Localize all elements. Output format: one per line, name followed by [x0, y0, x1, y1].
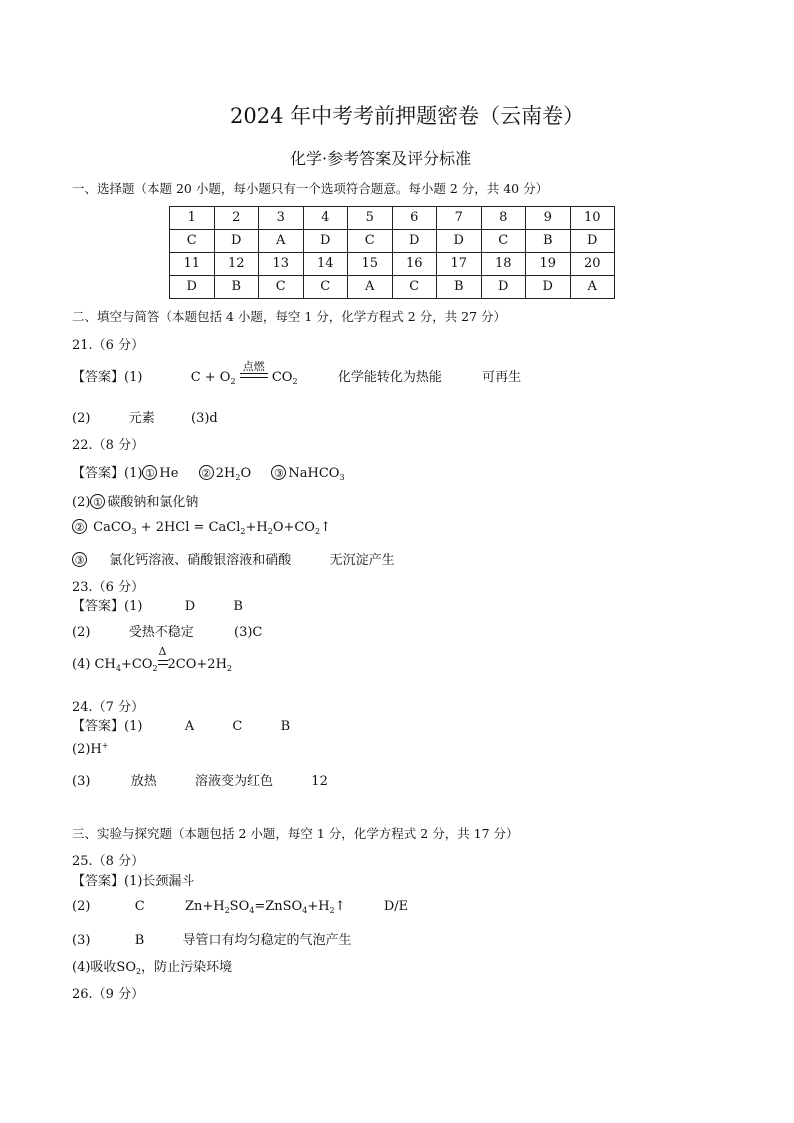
page-title: 2024 年中考考前押题密卷（云南卷）: [230, 104, 585, 128]
table-cell: D: [170, 276, 215, 299]
table-cell: 2: [214, 207, 259, 230]
q23-answer-1: 【答案】(1) D B: [72, 599, 243, 614]
answer-table: [169, 206, 615, 299]
table-cell: 6: [392, 207, 437, 230]
section-heading-choice: 一、选择题（本题 20 小题，每小题只有一个选项符合题意。每小题 2 分，共 40 分）: [72, 181, 549, 196]
table-cell: 4: [303, 207, 348, 230]
circle-2-icon: ②: [72, 519, 87, 534]
q22-answer-1: 【答案】(1) ① He ② $2H_2O$ ③ NaHCO$_3$: [72, 466, 345, 482]
table-cell: A: [259, 230, 304, 253]
table-cell: A: [348, 276, 393, 299]
table-cell: D: [526, 276, 571, 299]
table-cell: 3: [259, 207, 304, 230]
table-cell: 7: [437, 207, 482, 230]
q24-label: 24.（7 分）: [72, 700, 145, 715]
q25-equation: $Zn+H_2SO_4=ZnSO_4+H_2↑$: [184, 899, 346, 915]
circle-1-icon: ①: [142, 465, 157, 480]
table-cell: D: [481, 276, 526, 299]
q21-answer-2: (2) 元素 (3)d: [72, 411, 218, 426]
q22-answer-2: (2) ① 碳酸钠和氯化钠: [72, 495, 199, 510]
table-cell: 16: [392, 253, 437, 276]
q21-equation: $C + O_2$ 点燃 $CO_2$: [190, 360, 298, 386]
q24-answer-1: 【答案】(1) A C B: [72, 719, 291, 734]
table-cell: C: [259, 276, 304, 299]
circle-3-icon: ③: [271, 465, 286, 480]
table-cell: 1: [170, 207, 215, 230]
q25-answer-1: 【答案】(1)长颈漏斗: [72, 874, 195, 889]
table-cell: 19: [526, 253, 571, 276]
table-cell: 12: [214, 253, 259, 276]
table-row: [170, 276, 615, 299]
q23-label: 23.（6 分）: [72, 580, 145, 595]
table-cell: 17: [437, 253, 482, 276]
table-cell: D: [392, 230, 437, 253]
q21-label: 21.（6 分）: [72, 338, 145, 353]
table-cell: B: [526, 230, 571, 253]
q23-answer-2: (2) 受热不稳定 (3)C: [72, 625, 263, 640]
table-cell: 11: [170, 253, 215, 276]
table-cell: C: [481, 230, 526, 253]
q26-label: 26.（9 分）: [72, 987, 145, 1002]
table-cell: 15: [348, 253, 393, 276]
q21-answer-1: [72, 360, 522, 386]
table-cell: 14: [303, 253, 348, 276]
table-cell: D: [570, 230, 615, 253]
table-cell: D: [303, 230, 348, 253]
table-cell: D: [437, 230, 482, 253]
circle-3-icon: ③: [72, 552, 87, 567]
q25-answer-3: (3) B 导管口有均匀稳定的气泡产生: [72, 933, 352, 948]
section-heading-fill: 二、填空与简答（本题包括 4 小题，每空 1 分，化学方程式 2 分，共 27 分）: [72, 309, 507, 324]
q21-answer-energy: 化学能转化为热能: [337, 370, 442, 385]
q22-equation: ② CaCO$_3$ + $2HCl = CaCl_2+H_2O+CO_2↑$: [72, 519, 331, 536]
table-cell: D: [214, 230, 259, 253]
page-subtitle: 化学·参考答案及评分标准: [290, 149, 472, 168]
q22-label: 22.（8 分）: [72, 438, 145, 453]
table-cell: 5: [348, 207, 393, 230]
q21-answer-renewable: 可再生: [482, 370, 522, 385]
q25-label: 25.（8 分）: [72, 854, 145, 869]
table-row: [170, 230, 615, 253]
table-cell: 20: [570, 253, 615, 276]
table-cell: C: [303, 276, 348, 299]
q24-answer-2: (2)H+: [72, 741, 109, 757]
q23-equation: (4) $CH_4+CO_2$ Δ $2CO+2H_2$: [72, 645, 233, 673]
q24-answer-3: (3) 放热 溶液变为红色 12: [72, 774, 328, 789]
table-cell: C: [170, 230, 215, 253]
q22-answer-3: ③ 氯化钙溶液、硝酸银溶液和硝酸 无沉淀产生: [72, 549, 395, 568]
table-cell: 13: [259, 253, 304, 276]
section-heading-experiment: 三、实验与探究题（本题包括 2 小题，每空 1 分，化学方程式 2 分，共 17 分）: [72, 826, 519, 841]
q25-answer-2: (2) C $Zn+H_2SO_4=ZnSO_4+H_2↑$ D/E: [72, 899, 409, 915]
table-cell: 10: [570, 207, 615, 230]
circle-1-icon: ①: [90, 494, 105, 509]
table-cell: 8: [481, 207, 526, 230]
table-cell: A: [570, 276, 615, 299]
table-cell: C: [392, 276, 437, 299]
q25-answer-4: (4)吸收$SO_2$，防止污染环境: [72, 960, 233, 976]
table-cell: C: [348, 230, 393, 253]
table-row: [170, 253, 615, 276]
circle-2-icon: ②: [199, 465, 214, 480]
table-cell: 9: [526, 207, 571, 230]
table-cell: 18: [481, 253, 526, 276]
table-cell: B: [214, 276, 259, 299]
answer-tag: 【答案】(1): [72, 370, 143, 385]
table-cell: B: [437, 276, 482, 299]
table-row: [170, 207, 615, 230]
